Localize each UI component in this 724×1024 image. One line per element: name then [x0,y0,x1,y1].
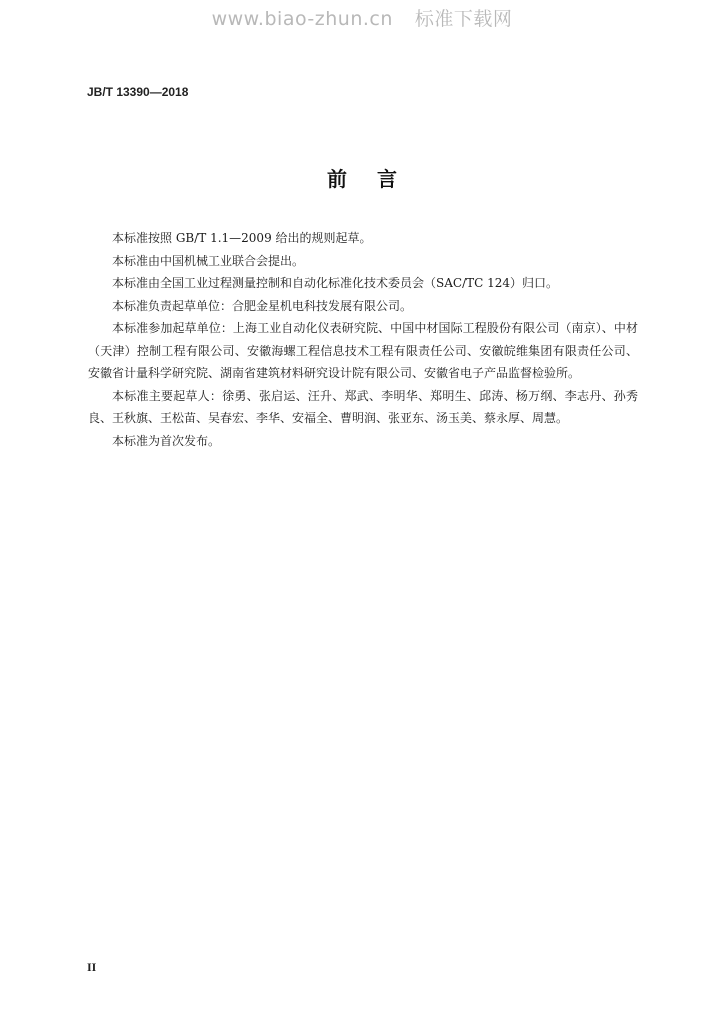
watermark-site-name: 标准下载网 [414,8,513,30]
paragraph-responsible-drafter: 本标准负责起草单位：合肥金星机电科技发展有限公司。 [112,298,413,313]
document-code: JB/T 13390—2018 [87,85,189,99]
paragraph-proposer: 本标准由中国机械工业联合会提出。 [112,253,305,268]
paragraph-jurisdiction: 本标准由全国工业过程测量控制和自动化标准化技术委员会（SAC/TC 124）归口。 [112,276,559,290]
paragraph-first-release: 本标准为首次发布。 [112,433,221,448]
watermark-url: www.biao-zhun.cn [211,8,393,30]
page-number: II [87,960,97,974]
paragraph-main-drafters: 本标准主要起草人：徐勇、张启运、汪升、郑武、李明华、郑明生、邱涛、杨万纲、李志丹、孙秀良、王秋旗、王松苗、吴春宏、李华、安福全、曹明润、张亚东、汤玉美、蔡永厚、周慧。 [88,388,638,425]
paragraph-drafting-rules: 本标准按照 GB/T 1.1—2009 给出的规则起草。 [112,231,372,245]
paragraph-participating-drafters: 本标准参加起草单位：上海工业自动化仪表研究院、中国中材国际工程股份有限公司（南京）、中材（天津）控制工程有限公司、安徽海螺工程信息技术工程有限责任公司、安徽皖维集团有限责任公司、安徽省计量科学研究院、湖南省建筑材料研究设计院有限公司、安徽省电子产品监督检验所。 [88,321,638,380]
foreword-body [88,227,638,452]
watermark [0,4,724,31]
page-title: 前言 [327,167,427,191]
